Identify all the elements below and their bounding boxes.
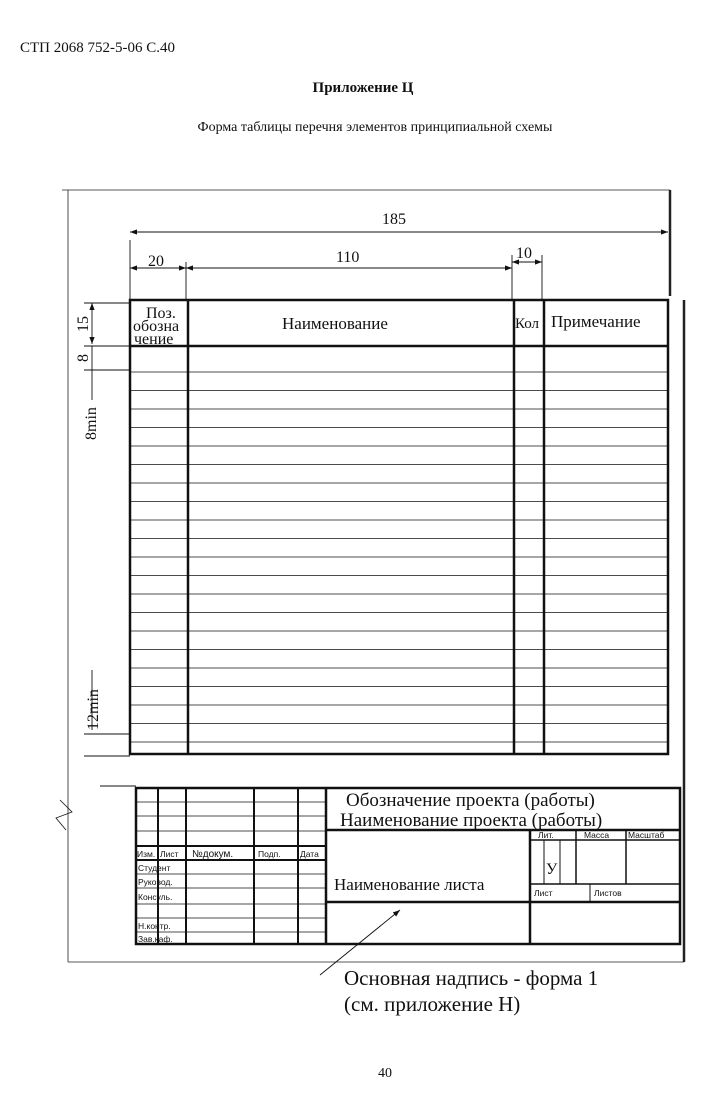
dimension-labels <box>75 211 532 730</box>
caption-line-1: Основная надпись - форма 1 <box>344 966 599 990</box>
document-code: СТП 2068 752-5-06 С.40 <box>20 40 175 56</box>
table-ruled-rows <box>130 372 668 742</box>
dim-row-8: 8 <box>75 354 92 362</box>
dim-total-width: 185 <box>382 211 406 228</box>
header-pos-line1: Поз. <box>146 305 176 322</box>
appendix-subtitle: Форма таблицы перечня элементов принципиальной схемы <box>197 120 553 135</box>
caption-line-2: (см. приложение Н) <box>344 992 521 1016</box>
massa-label: Масса <box>584 830 610 840</box>
role-consultant: Консуль. <box>138 892 173 902</box>
col-list: Лист <box>160 849 179 859</box>
dim-row-15: 15 <box>75 316 92 332</box>
header-pos-line3: чение <box>134 331 174 348</box>
masshtab-label: Масштаб <box>628 830 665 840</box>
lit-value: У <box>546 861 558 878</box>
col-sign: Подп. <box>258 849 281 859</box>
dim-row-8min: 8min <box>83 407 100 440</box>
header-qty: Кол <box>515 316 540 332</box>
col-date: Дата <box>300 849 319 859</box>
appendix-title: Приложение Ц <box>312 80 414 96</box>
sheet-name: Наименование листа <box>334 875 485 894</box>
lit-label: Лит. <box>538 830 554 840</box>
dim-col-pos: 20 <box>148 253 164 270</box>
elements-table <box>130 300 668 754</box>
sheet-label: Лист <box>534 888 553 898</box>
title-block-text <box>137 790 664 944</box>
role-student: Студент <box>138 863 171 873</box>
dim-row-12min: 12min <box>85 689 102 730</box>
project-designation: Обозначение проекта (работы) <box>346 790 595 811</box>
dim-col-qty: 10 <box>516 245 532 262</box>
project-name: Наименование проекта (работы) <box>340 810 603 831</box>
header-name: Наименование <box>282 314 388 333</box>
sheets-label: Листов <box>594 888 622 898</box>
role-head-of-dept: Зав.каф. <box>138 934 173 944</box>
col-doc-no: №докум. <box>192 849 234 860</box>
table-headers <box>133 305 641 348</box>
title-block-caption <box>344 965 598 1017</box>
header-pos-line2: обозна <box>133 318 180 335</box>
page-number: 40 <box>378 1066 392 1081</box>
dim-col-name: 110 <box>336 249 360 266</box>
role-supervisor: Руковод. <box>138 877 173 887</box>
col-izm: Изм. <box>137 849 156 859</box>
header-note: Примечание <box>551 312 641 331</box>
role-norm-control: Н.контр. <box>138 921 171 931</box>
